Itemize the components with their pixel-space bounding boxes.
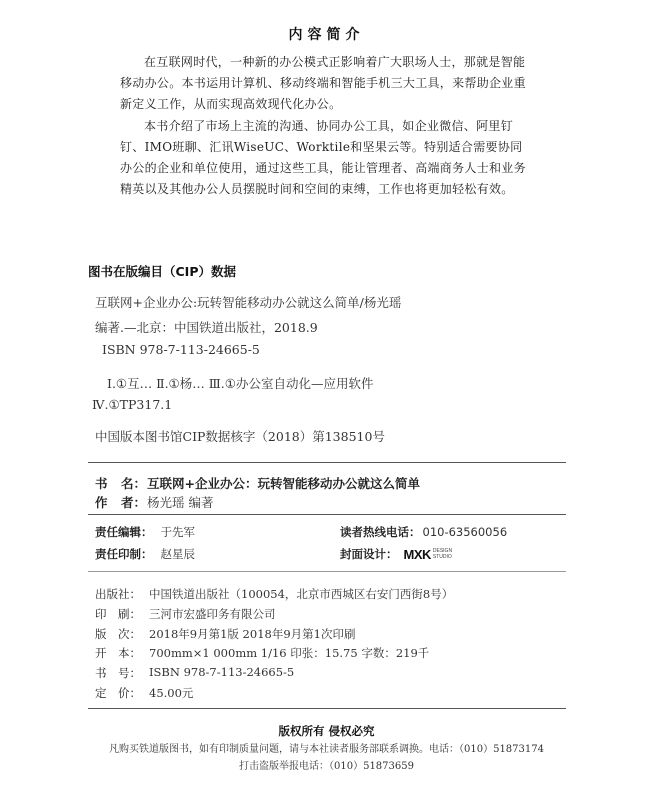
anti-piracy-line: 打击盗版举报电话：（010）51873659: [239, 761, 414, 772]
printer-row: [95, 606, 276, 622]
format-row: [95, 645, 429, 661]
cover-design-row: [340, 546, 452, 562]
divider: [88, 462, 566, 463]
print-manager-label: 责任印制：: [95, 547, 153, 561]
cip-heading: 图书在版编目（CIP）数据: [88, 264, 236, 279]
publisher-row: [95, 586, 453, 602]
divider: [88, 571, 566, 572]
cip-classification-line: Ⅳ.①TP317.1: [92, 397, 173, 412]
book-author-value: 杨光瑶 编著: [147, 495, 214, 510]
format-label: 开 本：: [95, 646, 141, 660]
book-title-label: 书 名：: [95, 476, 147, 491]
cover-design-label: 封面设计：: [340, 547, 398, 561]
printer-label: 印 刷：: [95, 607, 141, 621]
page-title: 内容简介: [288, 27, 365, 43]
edition-label: 版 次：: [95, 627, 141, 641]
quality-contact-line: 凡购买铁道版图书，如有印制质量问题，请与本社读者服务部联系调换。电话：（010）51873174: [109, 744, 544, 755]
divider: [88, 708, 566, 709]
printer-value: 三河市宏盛印务有限公司: [149, 607, 276, 621]
isbn-row: [95, 665, 294, 681]
cip-subject-line: Ⅰ.①互… Ⅱ.①杨… Ⅲ.①办公室自动化—应用软件: [107, 376, 374, 391]
cip-title-line: 互联网+企业办公:玩转智能移动办公就这么简单/杨光瑶: [95, 295, 402, 310]
format-value: 700mm×1 000mm 1/16 印张：15.75 字数：219千: [149, 646, 430, 660]
price-row: [95, 685, 193, 701]
price-label: 定 价：: [95, 686, 141, 700]
book-author-row: [95, 493, 213, 511]
edition-row: [95, 626, 355, 642]
hotline-row: [340, 524, 507, 540]
publisher-label: 出 版 社：: [95, 587, 141, 601]
cip-record-number: 中国版本图书馆CIP数据核字（2018）第138510号: [95, 429, 385, 444]
divider: [88, 514, 566, 515]
intro-paragraph-1: 在互联网时代，一种新的办公模式正影响着广大职场人士，那就是智能移动办公。本书运用计算机、移动终端和智能手机三大工具，来帮助企业重新定义工作，从而实现高效现代化办公。: [120, 55, 526, 111]
edition-value: 2018年9月第1版 2018年9月第1次印刷: [149, 627, 356, 641]
intro-paragraph-2: 本书介绍了市场上主流的沟通、协同办公工具，如企业微信、阿里钉钉、IMO班聊、汇讯WiseUC、Worktile和坚果云等。特别适合需要协同办公的企业和单位使用，通过这些工具，能让管理者、高端商务人士和业务精英以及其他办公人员摆脱时间和空间的束缚，工作也将更加轻松有效。: [120, 119, 526, 196]
editor-value: 于先军: [160, 525, 195, 539]
cip-isbn-line: ISBN 978-7-113-24665-5: [102, 342, 260, 357]
isbn-value: ISBN 978-7-113-24665-5: [149, 665, 295, 679]
hotline-value: 010-63560056: [422, 525, 508, 539]
hotline-label: 读者热线电话：: [340, 525, 421, 539]
editor-row: [95, 524, 195, 540]
print-manager-value: 赵星辰: [160, 547, 195, 561]
cip-publisher-line: 编著.—北京：中国铁道出版社，2018.9: [95, 320, 318, 335]
publisher-value: 中国铁道出版社（100054，北京市西城区右安门西街8号）: [149, 587, 454, 601]
book-author-label: 作 者：: [95, 495, 147, 510]
editor-label: 责任编辑：: [95, 525, 153, 539]
print-manager-row: [95, 546, 195, 562]
book-title-row: [95, 474, 420, 492]
book-title-value: 互联网+企业办公：玩转智能移动办公就这么简单: [147, 476, 420, 491]
copyright-notice: 版权所有 侵权必究: [278, 724, 375, 738]
price-value: 45.00元: [149, 686, 194, 700]
design-studio-logo: MXK DESIGN STUDIO: [403, 546, 453, 562]
isbn-label: 书 号：: [95, 666, 141, 680]
